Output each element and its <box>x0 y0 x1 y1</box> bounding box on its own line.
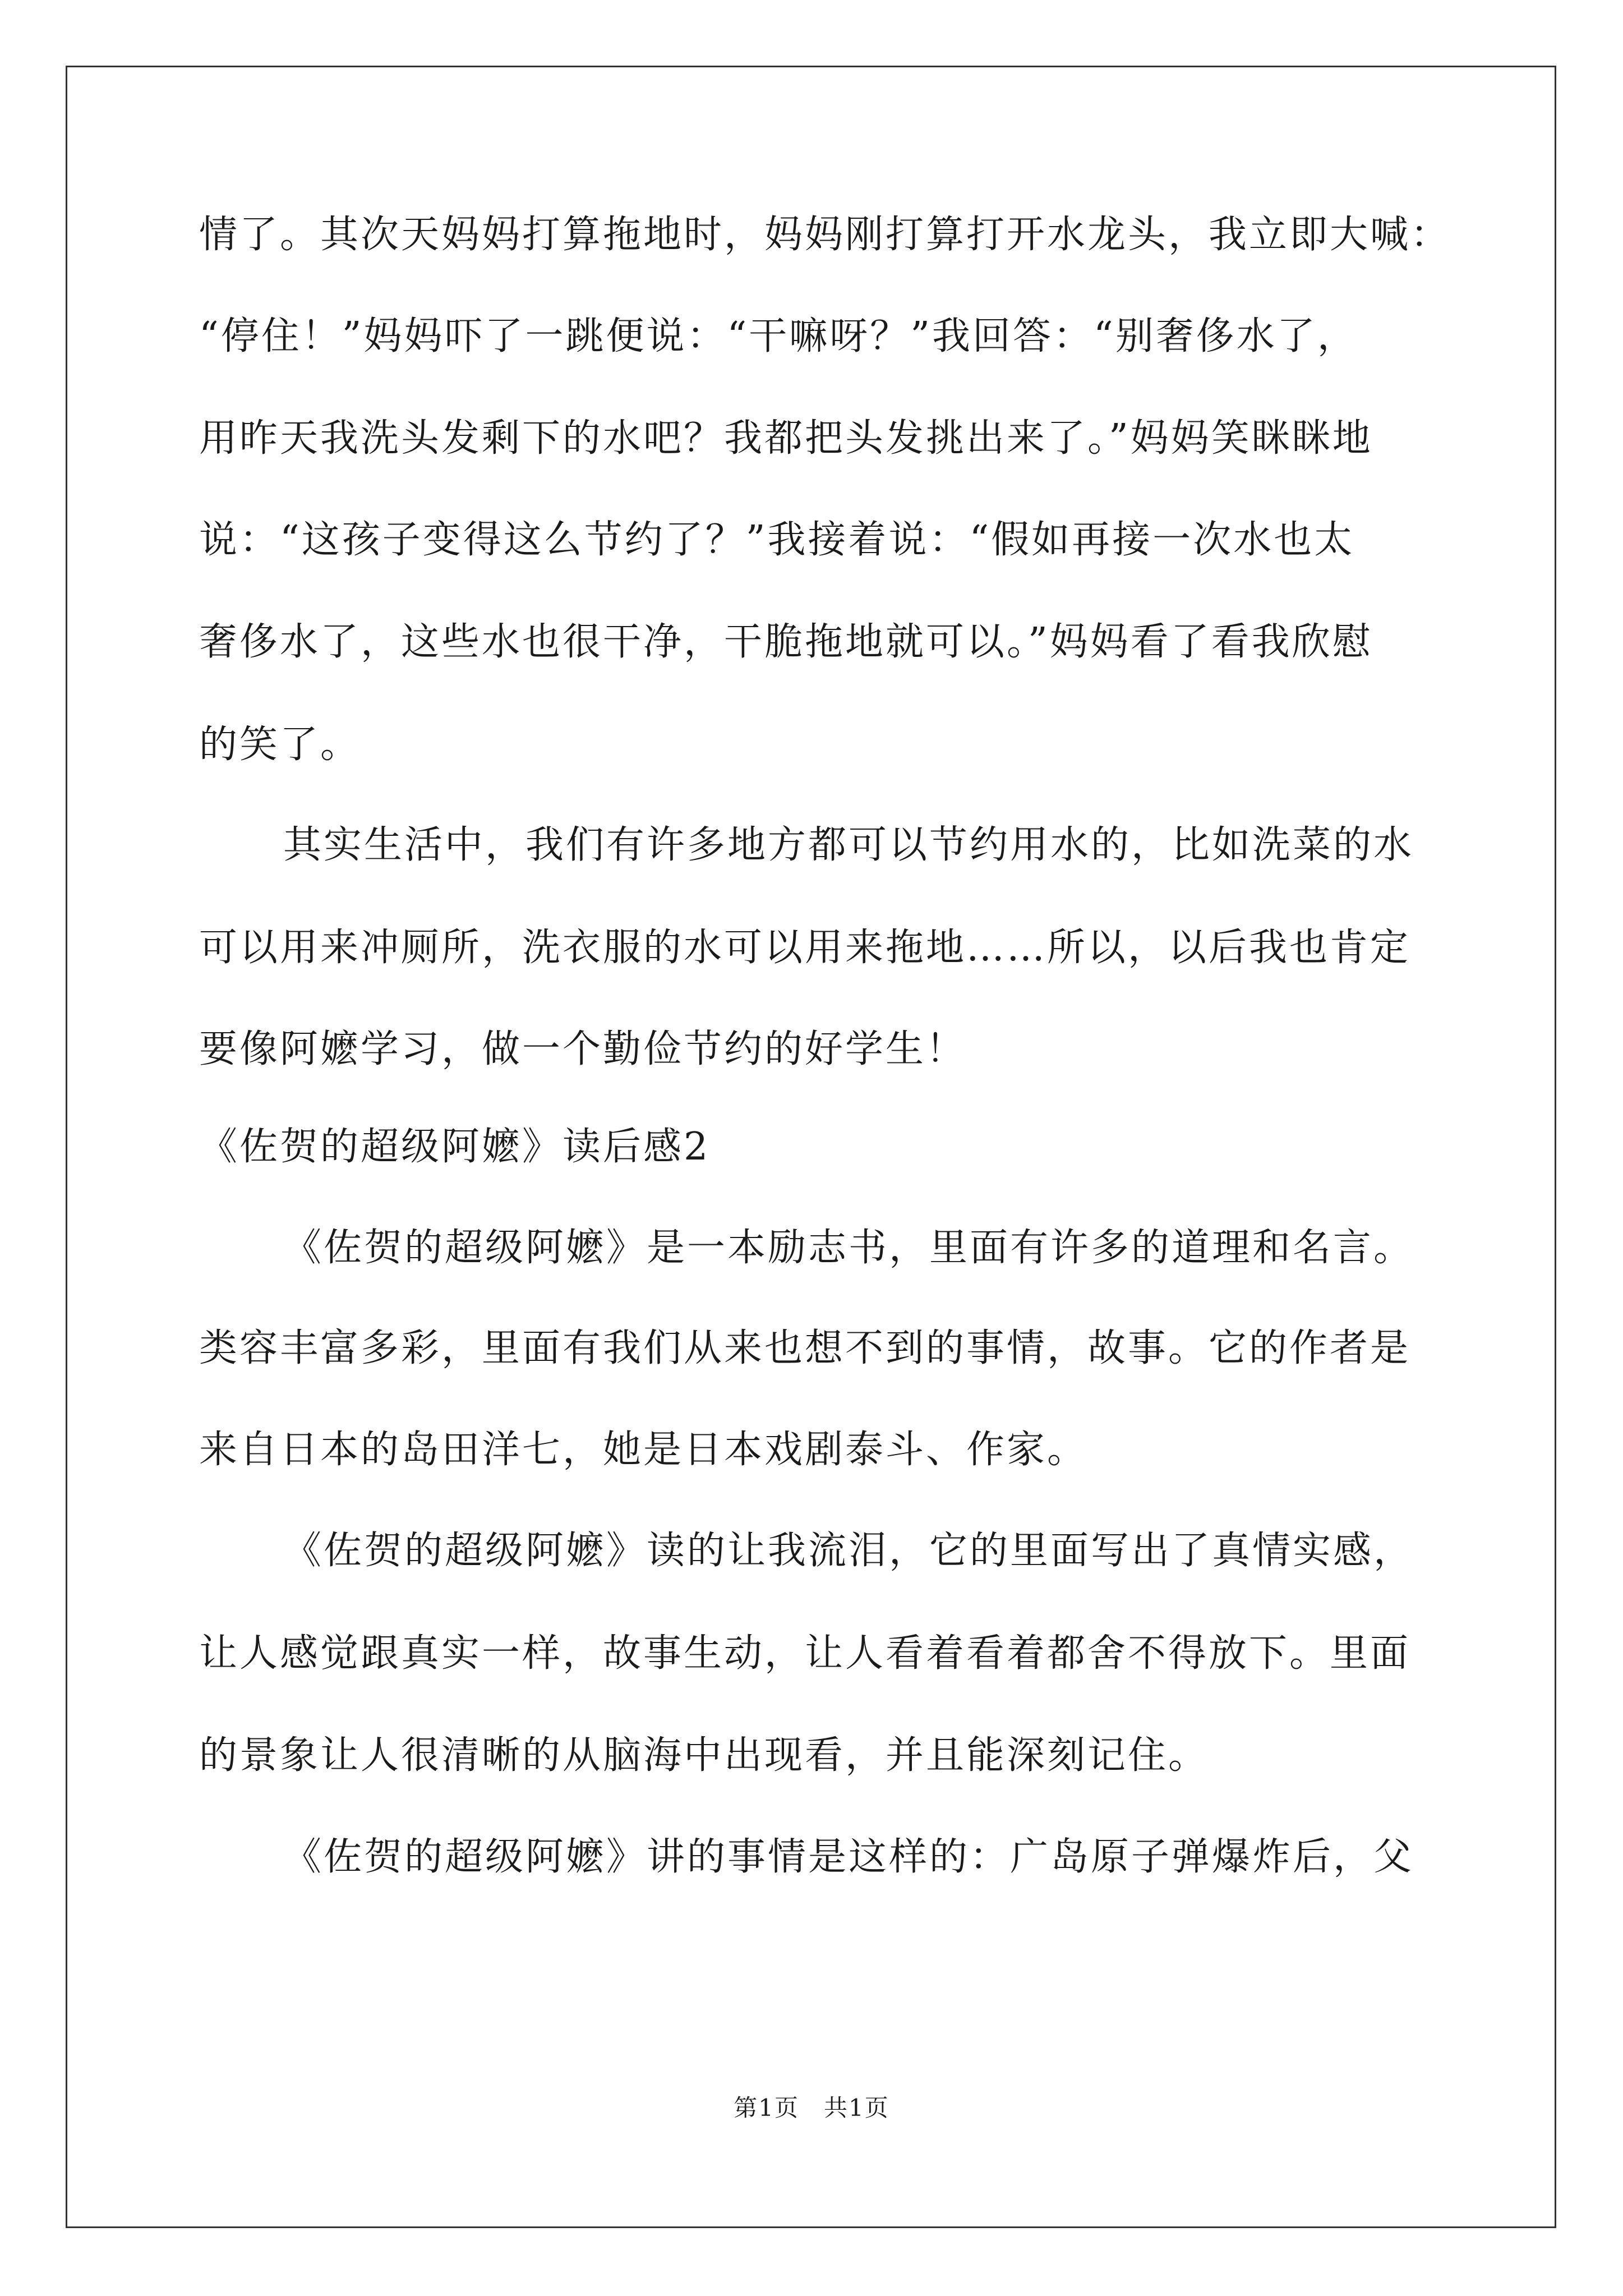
page-footer: 第1页 共1页 <box>734 2094 889 2122</box>
text-line: 要像阿嬷学习，做一个勤俭节约的好学生！ <box>199 1027 967 1071</box>
text-line: 《佐贺的超级阿嬷》是一本励志书，里面有许多的道理和名言。 <box>283 1226 1414 1270</box>
text-line: 用昨天我洗头发剩下的水吧？我都把头发挑出来了。”妈妈笑眯眯地 <box>199 416 1373 461</box>
text-line: 《佐贺的超级阿嬷》读的让我流泪，它的里面写出了真情实感， <box>283 1529 1414 1573</box>
section-heading: 《佐贺的超级阿嬷》读后感2 <box>199 1125 711 1169</box>
text-line: 奢侈水了，这些水也很干净，干脆拖地就可以。”妈妈看了看我欣慰 <box>199 620 1373 664</box>
text-line: 其实生活中，我们有许多地方都可以节约用水的，比如洗菜的水 <box>283 823 1414 867</box>
text-line: 的笑了。 <box>199 723 361 767</box>
text-line: 来自日本的岛田洋七，她是日本戏剧泰斗、作家。 <box>199 1428 1088 1472</box>
text-line: 《佐贺的超级阿嬷》讲的事情是这样的：广岛原子弹爆炸后，父 <box>283 1835 1414 1879</box>
text-line: 类容丰富多彩，里面有我们从来也想不到的事情，故事。它的作者是 <box>199 1326 1411 1370</box>
text-line: 让人感觉跟真实一样，故事生动，让人看着看着都舍不得放下。里面 <box>199 1631 1411 1676</box>
text-line: 说：“这孩子变得这么节约了？”我接着说：“假如再接一次水也太 <box>199 518 1355 562</box>
text-line: 的景象让人很清晰的从脑海中出现看，并且能深刻记住。 <box>199 1733 1209 1778</box>
text-line: 可以用来冲厕所，洗衣服的水可以用来拖地……所以，以后我也肯定 <box>199 926 1411 970</box>
text-line: “停住！”妈妈吓了一跳便说：“干嘛呀？”我回答：“别奢侈水了， <box>199 314 1358 358</box>
text-line: 情了。其次天妈妈打算拖地时，妈妈刚打算打开水龙头，我立即大喊： <box>199 213 1451 257</box>
